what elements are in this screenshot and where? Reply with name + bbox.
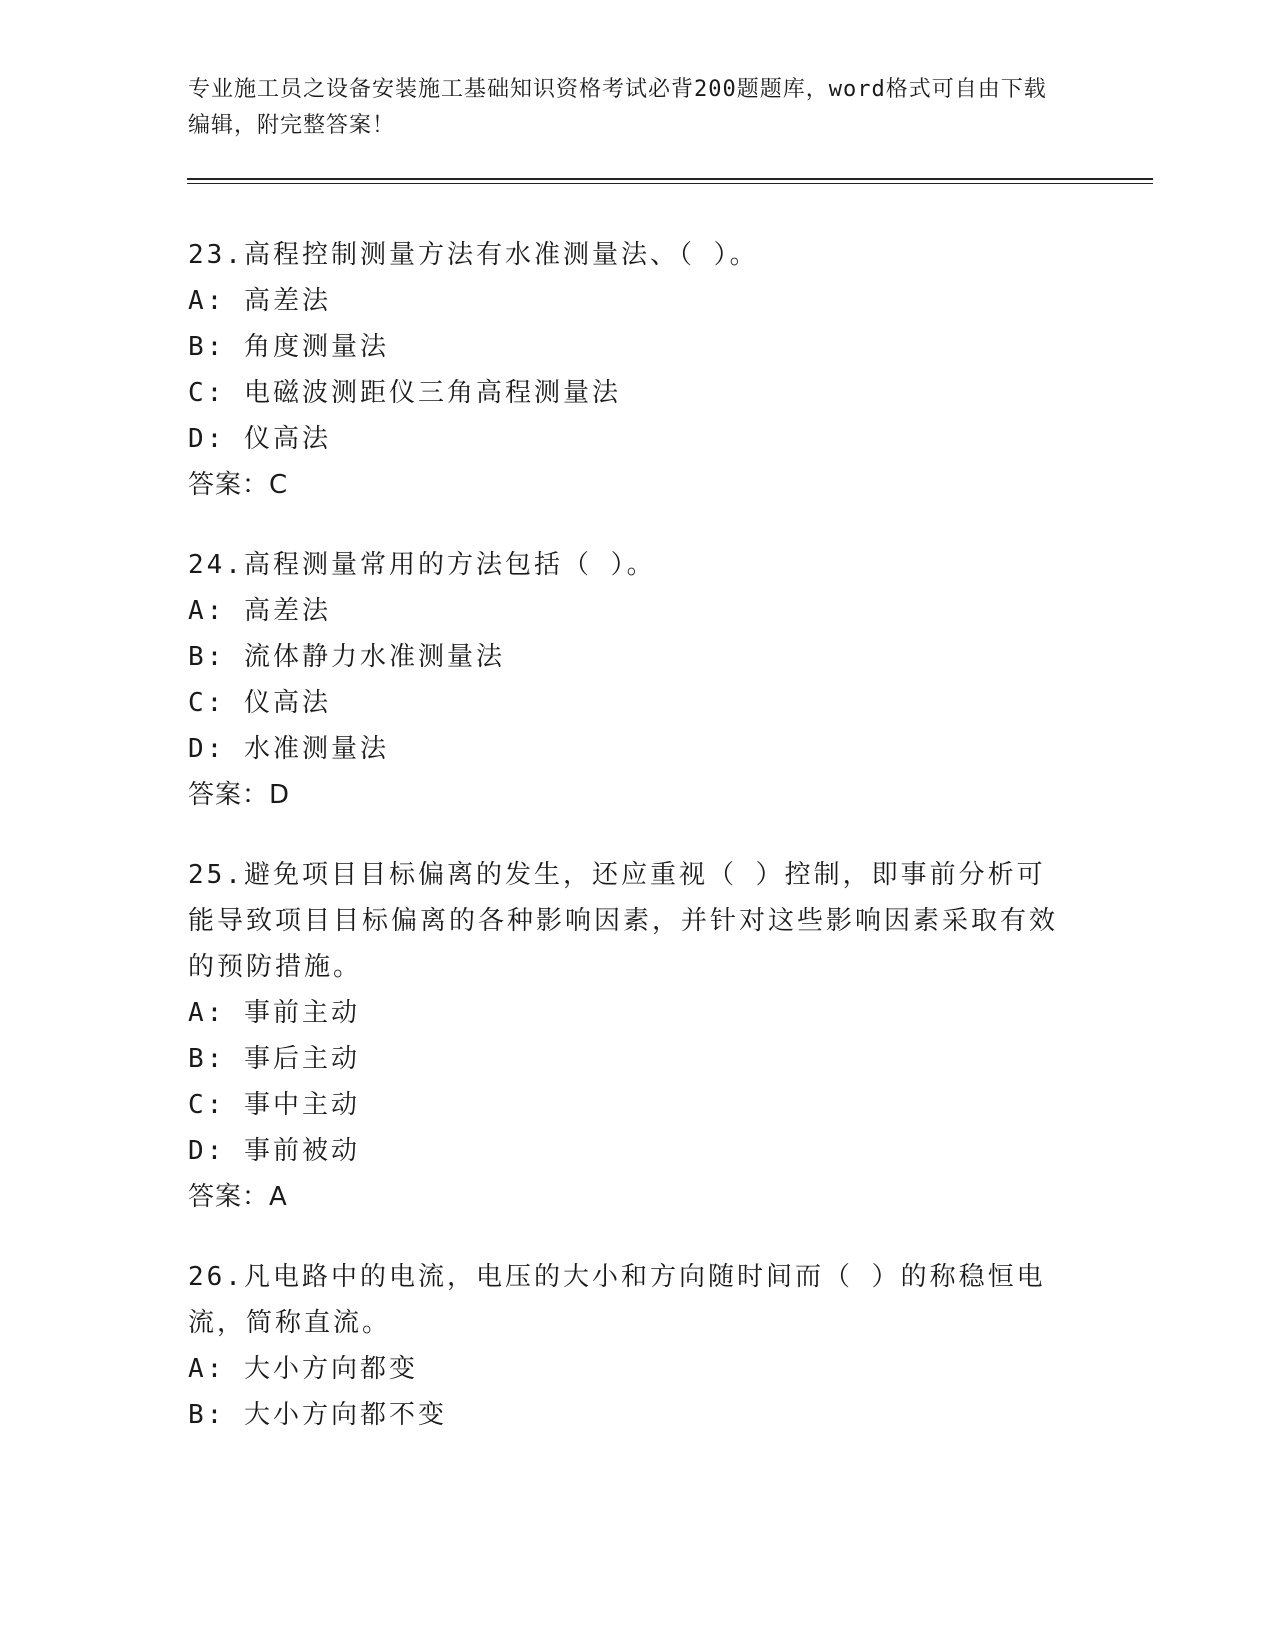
option-c: C: 事中主动: [188, 1090, 360, 1120]
question-text: 26.凡电路中的电流，电压的大小和方向随时间而（ ）的称稳恒电流，简称直流。: [188, 1262, 1046, 1338]
question-24: [188, 542, 1068, 818]
answer-line: 答案：A: [188, 1182, 288, 1212]
header-rule-top: [187, 178, 1153, 180]
question-26: [188, 1254, 1068, 1438]
option-a: A: 事前主动: [188, 998, 360, 1028]
option-b: B: 角度测量法: [188, 332, 389, 362]
option-a: A: 高差法: [188, 286, 331, 316]
option-c: C: 仪高法: [188, 688, 331, 718]
question-list: [188, 232, 1068, 1472]
answer-line: 答案：C: [188, 470, 289, 500]
answer-line: 答案：D: [188, 780, 291, 810]
question-25: [188, 852, 1068, 1220]
option-b: B: 事后主动: [188, 1044, 360, 1074]
option-d: D: 水准测量法: [188, 734, 389, 764]
document-header: 专业施工员之设备安装施工基础知识资格考试必背200题题库，word格式可自由下载编辑，附完整答案！: [188, 77, 1047, 138]
option-c: C: 电磁波测距仪三角高程测量法: [188, 378, 621, 408]
question-23: [188, 232, 1068, 508]
option-d: D: 事前被动: [188, 1136, 360, 1166]
option-a: A: 高差法: [188, 596, 331, 626]
question-text: 25.避免项目目标偏离的发生，还应重视（ ）控制，即事前分析可能导致项目目标偏离的各种影响因素，并针对这些影响因素采取有效的预防措施。: [188, 860, 1059, 982]
question-text: 23.高程控制测量方法有水准测量法、（ ）。: [188, 240, 759, 270]
option-b: B: 流体静力水准测量法: [188, 642, 505, 672]
option-a: A: 大小方向都变: [188, 1354, 418, 1384]
option-b: B: 大小方向都不变: [188, 1400, 447, 1430]
header-rule-bottom: [187, 183, 1153, 184]
question-text: 24.高程测量常用的方法包括（ ）。: [188, 550, 656, 580]
option-d: D: 仪高法: [188, 424, 331, 454]
